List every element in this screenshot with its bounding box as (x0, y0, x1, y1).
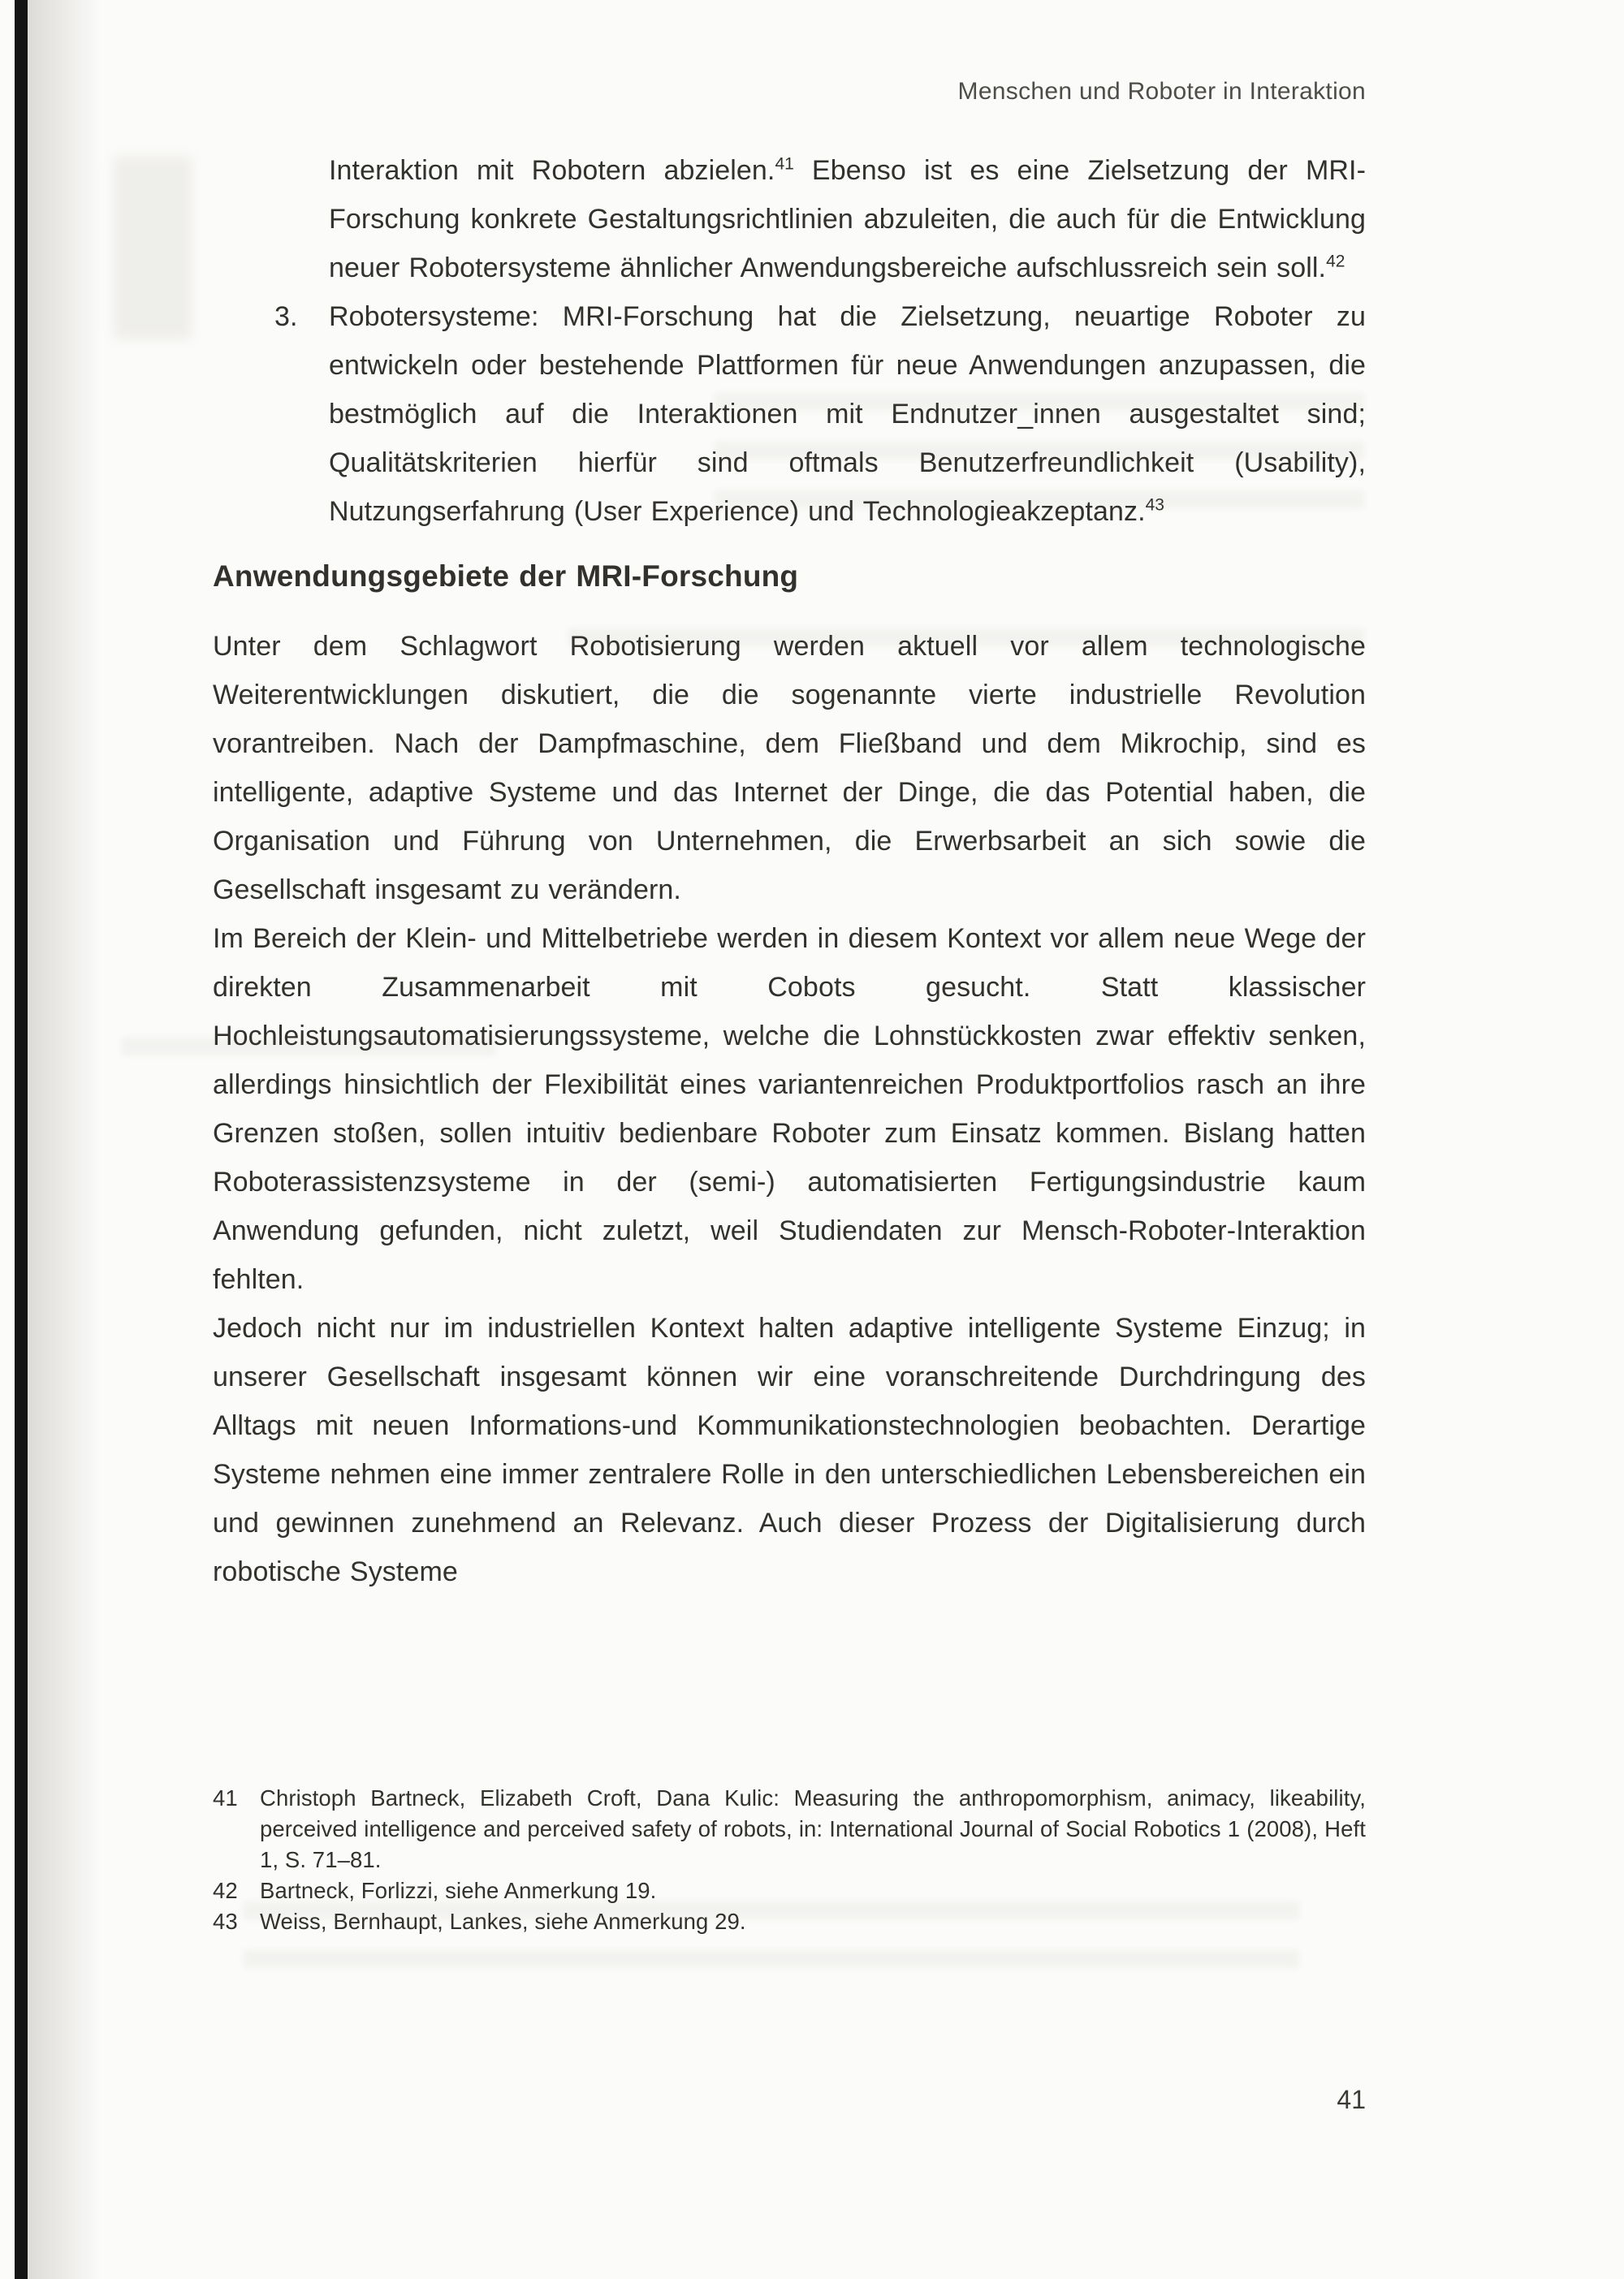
paragraph-2: Im Bereich der Klein- und Mittelbetriebe werden in diesem Kontext vor allem neue Wege der direkten Zusammenarbeit mit Cobots gesucht. Statt klassischer Hochleistungsautomatisierungssysteme, welche die Lohnstückkosten zwar effektiv senken, allerdings hinsichtlich der Flexibilität eines variantenreichen Produktportfolios rasch an ihre Grenzen stoßen, sollen intuitiv bedienbare Roboter zum Einsatz kommen. Bislang hatten Roboterassistenzsysteme in der (semi-) automatisierten Fertigungsindustrie kaum Anwendung gefunden, nicht zuletzt, weil Studiendaten zur Mensch-Roboter-Interaktion fehlten. (213, 923, 1366, 1295)
list-continuation-text-after: Ebenso ist es eine Zielsetzung der MRI-Forschung konkrete Gestaltungsrichtlinien abzuleiten, die auch für die Entwicklung neuer Robotersysteme ähnlicher Anwendungsbereiche aufschlussreich sein soll. (329, 155, 1366, 283)
book-binding-edge (15, 0, 28, 2279)
footnote-43-text: Weiss, Bernhaupt, Lankes, siehe Anmerkung 29. (260, 1909, 746, 1934)
page-number: 41 (1337, 2085, 1366, 2114)
footnote-42-number: 42 (213, 1878, 238, 1903)
page-gutter-shadow (28, 0, 101, 2279)
list-item-3-text (329, 292, 1366, 536)
footnote-43-number: 43 (213, 1909, 238, 1934)
bleedthrough-block (114, 156, 192, 339)
footnote-41 (213, 1783, 1366, 1875)
footnote-marker-42: 42 (1326, 252, 1345, 271)
list-continuation-text-before: Interaktion mit Robotern abzielen. (329, 155, 775, 186)
footnote-marker-43: 43 (1145, 495, 1164, 515)
page-content (213, 146, 1366, 1596)
list-item-3 (213, 292, 1366, 536)
paragraph-1: Unter dem Schlagwort Robotisierung werden aktuell vor allem technologische Weiterentwicklungen diskutiert, die die sogenannte vierte industrielle Revolution vorantreiben. Nach der Dampfmaschine, dem Fließband und dem Mikrochip, sind es intelligente, adaptive Systeme und das Internet der Dinge, die das Potential haben, die Organisation und Führung von Unternehmen, die Erwerbsarbeit an sich sowie die Gesellschaft insgesamt zu verändern. (213, 631, 1366, 905)
footnote-42-text: Bartneck, Forlizzi, siehe Anmerkung 19. (260, 1878, 657, 1903)
footnote-42 (213, 1875, 1366, 1906)
list-item-2-continuation (213, 146, 1366, 292)
body-paragraphs (213, 622, 1366, 1596)
list-item-3-number: 3. (274, 301, 298, 332)
footnote-41-text: Christoph Bartneck, Elizabeth Croft, Dana Kulic: Measuring the anthropomorphism, animacy, likeability, perceived intelligence and perceived safety of robots, in: International Journal of Social Robotics 1 (2008), Heft 1, S. 71–81. (260, 1785, 1366, 1872)
section-heading: Anwendungsgebiete der MRI-Forschung (213, 559, 799, 593)
footnote-41-number: 41 (213, 1785, 238, 1811)
footnote-43 (213, 1906, 1366, 1937)
paragraph-3: Jedoch nicht nur im industriellen Kontext halten adaptive intelligente Systeme Einzug; in unserer Gesellschaft insgesamt können wir eine voranschreitende Durchdringung des Alltags mit neuen Informations-und Kommunikationstechnologien beobachten. Derartige Systeme nehmen eine immer zentralere Rolle in den unterschiedlichen Lebensbereichen ein und gewinnen zunehmend an Relevanz. Auch dieser Prozess der Digitalisierung durch robotische Systeme (213, 1313, 1366, 1587)
footnote-marker-41: 41 (775, 154, 794, 174)
running-header: Menschen und Roboter in Interaktion (957, 78, 1366, 105)
list-item-3-body: Robotersysteme: MRI-Forschung hat die Zielsetzung, neuartige Roboter zu entwickeln oder bestehende Plattformen für neue Anwendungen anzupassen, die bestmöglich auf die Interaktionen mit Endnutzer_innen ausgestaltet sind; Qualitätskriterien hierfür sind oftmals Benutzerfreundlichkeit (Usability), Nutzungserfahrung (User Experience) und Technologieakzeptanz. (329, 301, 1366, 527)
footnotes-section (213, 1783, 1366, 1937)
